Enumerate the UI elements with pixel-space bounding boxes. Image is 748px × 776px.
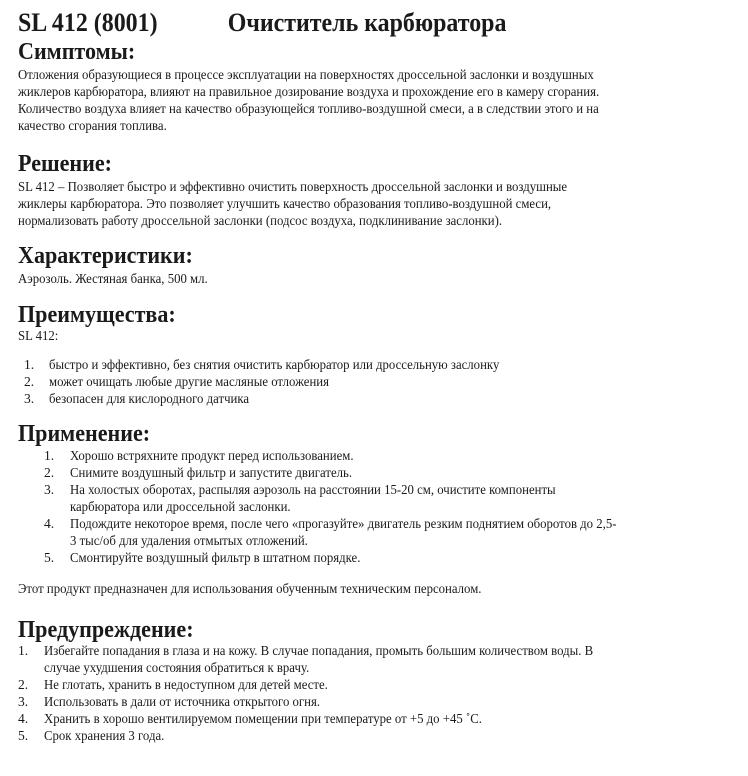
document-title [18,6,506,40]
list-number: 1. [44,448,55,463]
list-number: 1. [24,357,35,372]
list-text: Избегайте попадания в глаза и на кожу. В случае попадания, промыть большим количеством воды. В [44,643,594,658]
list-number: 3. [44,482,55,497]
list-text: 3 тыс/об для удаления отмытых отложений. [70,533,308,548]
advantages-heading: Преимущества: [18,302,176,328]
symptoms-line: Количество воздуха влияет на качество образующейся топливо-воздушной смеси, а в следствии этого и на [18,101,599,116]
list-number: 4. [18,711,29,726]
application-list [44,447,651,566]
list-number: 2. [18,677,29,692]
list-text: Смонтируйте воздушный фильтр в штатном порядке. [70,550,361,565]
list-number: 2. [24,374,35,389]
symptoms-heading: Симптомы: [18,39,136,65]
list-item [18,676,628,693]
list-item [18,727,628,744]
list-item [44,481,651,515]
list-text: На холостых оборотах, распыляя аэрозоль на расстоянии 15-20 см, очистите компоненты [70,482,556,497]
solution-line: SL 412 – Позволяет быстро и эффективно очистить поверхность дроссельной заслонки и воздушные [18,179,568,194]
warning-heading: Предупреждение: [18,617,194,643]
solution-line: нормализовать работу дроссельной заслонки (подсос воздуха, подклинивание заслонки). [18,213,503,228]
list-number: 4. [44,516,55,531]
list-text: Хорошо встряхните продукт перед использованием. [70,448,354,463]
list-text: случае ухудшения состояния обратиться к врачу. [44,660,310,675]
warning-list [18,642,628,744]
list-item [44,549,651,566]
application-note: Этот продукт предназначен для использования обученным техническим персоналом. [18,581,482,596]
solution-text [18,178,695,229]
application-heading: Применение: [18,421,151,447]
advantages-list [24,356,528,407]
list-text: быстро и эффективно, без снятия очистить карбюратор или дроссельную заслонку [49,357,500,372]
list-number: 3. [18,694,29,709]
list-number: 3. [24,391,35,406]
list-text: Не глотать, хранить в недоступном для детей месте. [44,677,328,692]
product-code: SL 412 (8001) [18,8,158,37]
list-item [24,373,528,390]
symptoms-text [18,66,695,134]
list-text: Хранить в хорошо вентилируемом помещении при температуре от +5 до +45 ˚С. [44,711,482,726]
list-text: Снимите воздушный фильтр и запустите двигатель. [70,465,353,480]
list-text: безопасен для кислородного датчика [49,391,250,406]
symptoms-line: Отложения образующиеся в процессе эксплуатации на поверхностях дроссельной заслонки и воздушных [18,67,594,82]
characteristics-text: Аэрозоль. Жестяная банка, 500 мл. [18,271,208,286]
list-item [44,515,651,549]
list-text: может очищать любые другие масляные отложения [49,374,330,389]
list-item [18,642,628,676]
list-item [44,464,651,481]
list-text: Использовать в дали от источника открытого огня. [44,694,321,709]
symptoms-line: качество сгорания топлива. [18,118,167,133]
list-number: 5. [18,728,29,743]
list-text: Подождите некоторое время, после чего «прогазуйте» двигатель резким поднятием оборотов до 2,5- [70,516,617,531]
product-name: Очиститель карбюратора [227,8,507,37]
list-text: Срок хранения 3 года. [44,728,165,743]
list-text: карбюратора или дроссельной заслонки. [70,499,291,514]
list-item [18,693,628,710]
advantages-intro: SL 412: [18,328,59,343]
list-item [44,447,651,464]
list-number: 5. [44,550,55,565]
solution-line: жиклеры карбюратора. Это позволяет улучшить качество образования топливо-воздушной смеси, [18,196,552,211]
list-number: 2. [44,465,55,480]
list-item [24,356,528,373]
solution-heading: Решение: [18,151,113,177]
list-item [24,390,528,407]
list-number: 1. [18,643,29,658]
list-item [18,710,628,727]
symptoms-line: жиклеров карбюратора, влияют на правильное дозирование воздуха и прохождение его в камеру сгорания. [18,84,600,99]
characteristics-heading: Характеристики: [18,243,193,269]
